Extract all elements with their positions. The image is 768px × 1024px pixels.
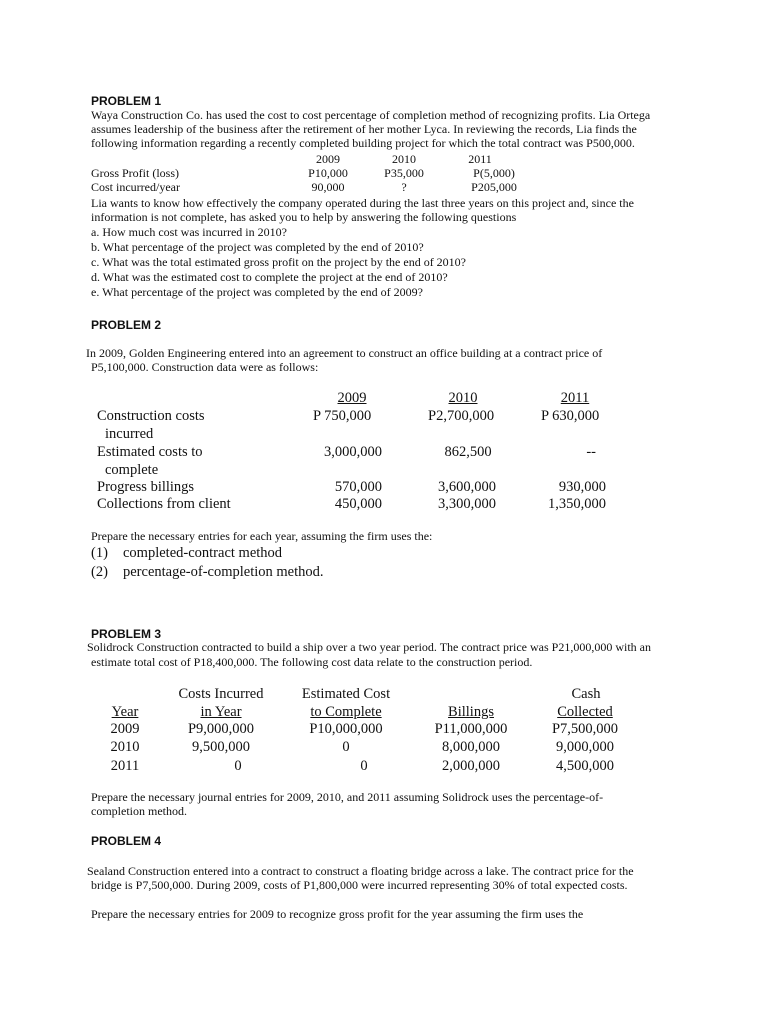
p2-row-label: Progress billings: [97, 479, 195, 495]
p2-prepare: Prepare the necessary entries for each year, assuming the firm uses the:: [91, 529, 433, 543]
p1-cell: P35,000: [384, 166, 424, 180]
p2-method-num: (1): [91, 545, 108, 561]
p2-row-label: Estimated costs to: [97, 444, 203, 460]
p3-header-year: Year: [111, 704, 139, 720]
p1-intro-line: Waya Construction Co. has used the cost to cost percentage of completion method of recognizing profits. Lia Ortega: [91, 108, 651, 122]
p3-header-costs-line1: Costs Incurred: [178, 686, 264, 702]
p1-row-label: Cost incurred/year: [91, 180, 180, 194]
p3-cell-billings: 2,000,000: [442, 758, 500, 774]
p1-row-label: Gross Profit (loss): [91, 166, 180, 180]
p3-header-est-line2: [293, 704, 399, 721]
p2-cell: 1,350,000: [548, 496, 606, 512]
p2-cell: P2,700,000: [428, 408, 495, 424]
p2-year-header: 2009: [337, 390, 367, 406]
p1-cell: 90,000: [311, 180, 345, 194]
problem-2-heading: PROBLEM 2: [91, 318, 162, 332]
p3-header-est-line1: Estimated Cost: [301, 686, 391, 702]
p4-intro-line: Sealand Construction entered into a contract to construct a floating bridge across a lake. The contract price for the: [87, 864, 634, 878]
p4-prepare: Prepare the necessary entries for 2009 to recognize gross profit for the year assuming the firm uses the: [91, 907, 584, 921]
p2-cell: 930,000: [558, 479, 606, 495]
p1-question: e. What percentage of the project was completed by the end of 2009?: [91, 285, 423, 299]
p3-cell-cash: P7,500,000: [551, 721, 619, 737]
p2-cell: 450,000: [334, 496, 382, 512]
p1-cell: P(5,000): [473, 166, 515, 180]
p3-cell-billings: 8,000,000: [442, 739, 500, 755]
p3-prepare-line: completion method.: [91, 804, 187, 818]
p3-header-costs-line2: [170, 704, 272, 721]
problem-3-heading: PROBLEM 3: [91, 627, 162, 641]
p2-cell: 3,300,000: [438, 496, 496, 512]
p2-cell: P 630,000: [541, 408, 600, 424]
p2-cell: 3,600,000: [438, 479, 496, 495]
p1-year-header: 2010: [392, 152, 416, 166]
p3-header-cash-line2: Collected: [557, 704, 613, 720]
p3-cell-est: 0: [342, 739, 350, 755]
p4-intro-line: bridge is P7,500,000. During 2009, costs of P1,800,000 were incurred representing 30% of total expected costs.: [91, 878, 628, 892]
p2-method-text: completed-contract method: [123, 545, 283, 561]
p1-question: d. What was the estimated cost to complete the project at the end of 2010?: [91, 270, 448, 284]
p3-prepare-line: Prepare the necessary journal entries for 2009, 2010, and 2011 assuming Solidrock uses the percentage-of-: [91, 790, 604, 804]
p2-row-label: Collections from client: [97, 496, 231, 512]
problem-4-heading: PROBLEM 4: [91, 834, 162, 848]
p2-cell: 862,500: [444, 444, 492, 460]
p2-cell: --: [586, 444, 596, 460]
p2-year-header: 2010: [448, 390, 478, 406]
p1-intro-line: following information regarding a recently completed building project for which the total contract was P500,000.: [91, 136, 635, 150]
p1-year-header: 2009: [316, 152, 340, 166]
p3-cell-costs: P9,000,000: [187, 721, 255, 737]
p2-year-header: 2011: [560, 390, 590, 406]
p2-method-text: percentage-of-completion method.: [123, 564, 324, 580]
p3-cell-year: 2010: [110, 739, 140, 755]
p2-cell: 3,000,000: [324, 444, 382, 460]
p3-cell-year: 2011: [110, 758, 140, 774]
p1-question: a. How much cost was incurred in 2010?: [91, 225, 287, 239]
p1-intro-line: assumes leadership of the business after the retirement of her mother Lyca. In reviewing the records, Lia finds the: [91, 122, 637, 136]
p3-cell-est: 0: [360, 758, 368, 774]
p2-cell: 570,000: [334, 479, 382, 495]
p1-question: c. What was the total estimated gross profit on the project by the end of 2010?: [91, 255, 467, 269]
p3-header-costs-line2-text: in Year: [200, 704, 242, 720]
p2-row-label-cont: complete: [105, 462, 159, 478]
p3-header-billings: Billings: [448, 704, 494, 720]
p3-header-cash-line1: Cash: [571, 686, 601, 702]
p2-intro-line: In 2009, Golden Engineering entered into an agreement to construct an office building at a contract price of: [86, 346, 603, 360]
p1-after-line: Lia wants to know how effectively the company operated during the last three years on this project and, since the: [91, 196, 634, 210]
p2-cell: P 750,000: [313, 408, 372, 424]
p3-intro-line: estimate total cost of P18,400,000. The following cost data relate to the construction period.: [91, 655, 533, 669]
p3-cell-costs: 0: [234, 758, 242, 774]
p3-intro-line: Solidrock Construction contracted to build a ship over a two year period. The contract price was P21,000,000 with an: [87, 640, 651, 654]
p2-row-label: Construction costs: [97, 408, 205, 424]
p3-cell-year: 2009: [110, 721, 140, 737]
p3-header-est-line2-text: to Complete: [310, 704, 382, 720]
p1-after-line: information is not complete, has asked you to help by answering the following questions: [91, 210, 517, 224]
p3-cell-costs: 9,500,000: [192, 739, 250, 755]
p1-cell: P205,000: [471, 180, 517, 194]
p3-cell-cash: 4,500,000: [556, 758, 614, 774]
p2-intro-line: P5,100,000. Construction data were as follows:: [91, 360, 319, 374]
p1-year-header: 2011: [468, 152, 492, 166]
p3-cell-billings: P11,000,000: [434, 721, 508, 737]
p2-method-num: (2): [91, 564, 108, 580]
p1-question: b. What percentage of the project was completed by the end of 2010?: [91, 240, 424, 254]
p3-cell-cash: 9,000,000: [556, 739, 614, 755]
p1-cell: ?: [401, 180, 407, 194]
p1-cell: P10,000: [308, 166, 348, 180]
p2-row-label-cont: incurred: [105, 426, 154, 442]
problem-1-heading: PROBLEM 1: [91, 94, 162, 108]
p3-cell-est: P10,000,000: [309, 721, 383, 737]
